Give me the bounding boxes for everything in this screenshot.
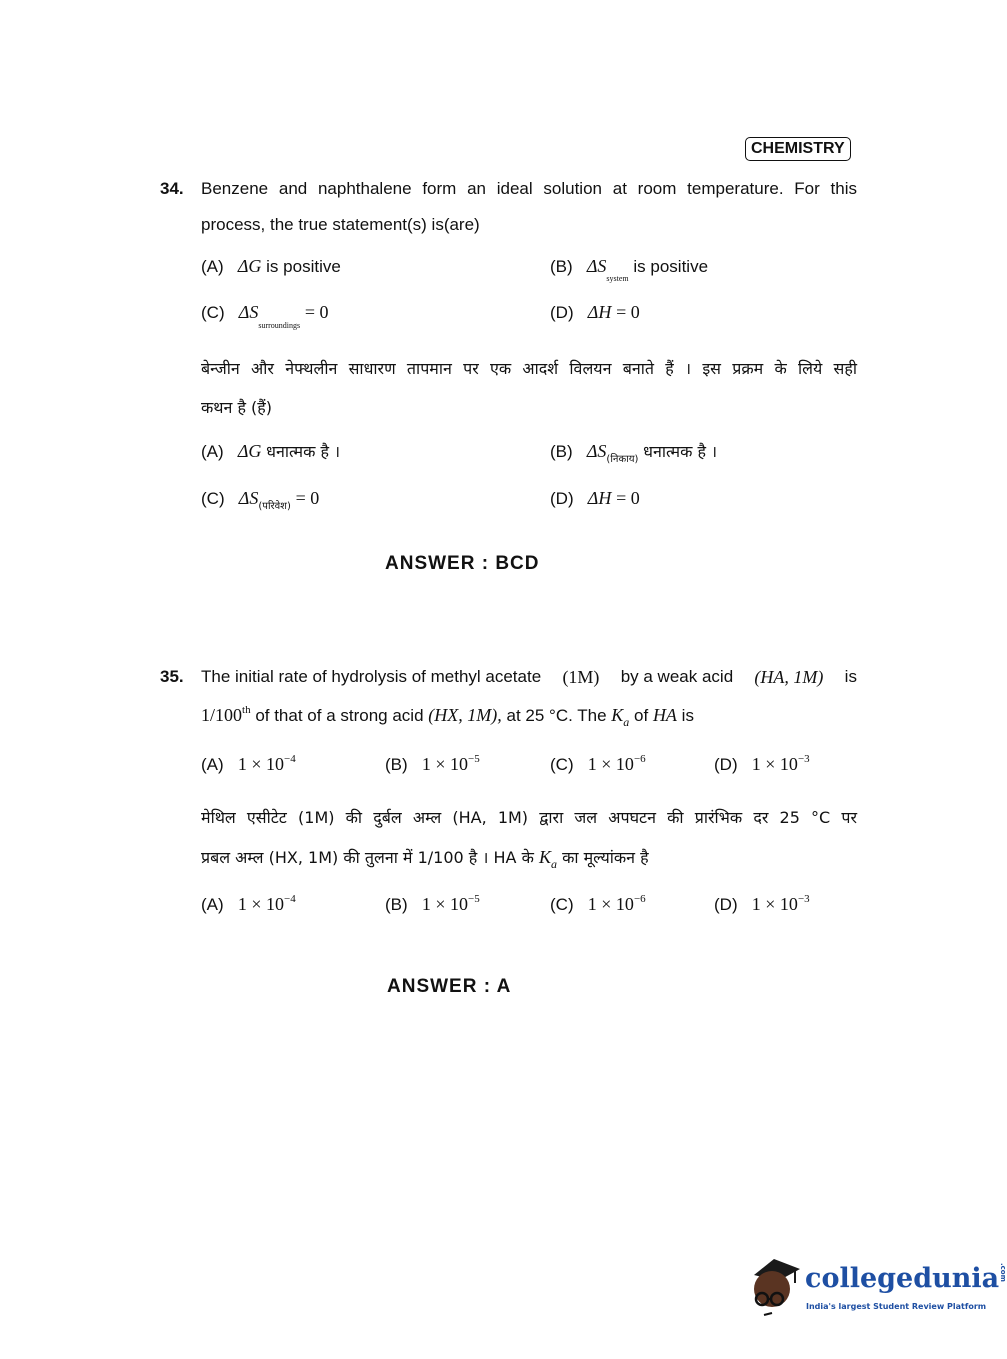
ratio: 1/100 xyxy=(201,705,243,725)
option-exponent: −3 xyxy=(797,753,810,766)
option-label: (B) xyxy=(550,442,573,461)
q35-option-d xyxy=(714,754,810,775)
q35-hindi-option-a xyxy=(201,894,296,915)
ka-symbol: K xyxy=(611,705,624,725)
question-35-hindi-line1: मेथिल एसीटेट (1M) की दुर्बल अम्ल (HA, 1M) द्वारा जल अपघटन की प्रारंभिक दर 25 °C पर xyxy=(201,808,857,827)
option-label: (A) xyxy=(201,755,224,774)
question-35-line2 xyxy=(201,704,694,729)
option-label: (B) xyxy=(550,257,573,276)
option-text: is positive xyxy=(266,257,341,276)
q35-option-a xyxy=(201,754,296,775)
line-text: at 25 °C. The xyxy=(506,706,607,725)
q34-hindi-option-d xyxy=(550,488,640,509)
option-value: 1 × 10 xyxy=(751,754,798,774)
q35-hindi-option-b xyxy=(385,894,480,915)
q35-option-c xyxy=(550,754,646,775)
delta-s-symbol: ΔS xyxy=(238,302,259,322)
line-text: of that of a strong acid xyxy=(255,706,424,725)
subscript-nikay: (निकाय) xyxy=(606,454,639,465)
option-label: (C) xyxy=(201,303,225,322)
q34-hindi-option-c xyxy=(201,488,320,512)
option-exponent: −4 xyxy=(284,893,296,906)
question-34-line2: process, the true statement(s) is(are) xyxy=(201,215,480,234)
line-text: The initial rate of hydrolysis of methyl acetate xyxy=(201,667,542,686)
option-exponent: −6 xyxy=(633,893,646,906)
strong-acid: (HX, 1M), xyxy=(428,705,502,725)
option-label: (A) xyxy=(201,257,224,276)
question-35-line1 xyxy=(201,667,857,688)
option-value: 1 × 10 xyxy=(421,754,468,774)
question-34-line1: Benzene and naphthalene form an ideal solution at room temperature. For this xyxy=(201,179,857,198)
option-value: 1 × 10 xyxy=(751,894,798,914)
question-34-number: 34. xyxy=(160,179,184,198)
option-label: (C) xyxy=(550,755,574,774)
option-exponent: −5 xyxy=(468,893,480,906)
option-text: = 0 xyxy=(616,488,640,508)
collegedunia-logo-text xyxy=(805,1263,1007,1294)
line-text: by a weak acid xyxy=(620,667,734,686)
option-text: = 0 xyxy=(304,302,329,322)
q34-answer: ANSWER : BCD xyxy=(385,553,540,574)
option-label: (C) xyxy=(550,895,574,914)
superscript-th: th xyxy=(242,704,251,717)
weak-acid: (HA, 1M) xyxy=(754,667,824,687)
option-value: 1 × 10 xyxy=(237,894,284,914)
logo-com: .com xyxy=(999,1263,1007,1282)
ka-symbol: K xyxy=(538,847,551,867)
line-text: प्रबल अम्ल (HX, 1M) की तुलना में 1/100 है । HA के xyxy=(201,848,534,867)
option-label: (B) xyxy=(385,895,408,914)
subscript-parivesh: (परिवेश) xyxy=(258,501,291,512)
option-value: 1 × 10 xyxy=(587,894,634,914)
option-label: (A) xyxy=(201,442,224,461)
option-label: (B) xyxy=(385,755,408,774)
option-exponent: −5 xyxy=(468,753,480,766)
option-text: धनात्मक है । xyxy=(266,442,341,461)
delta-g-symbol: ΔG xyxy=(237,256,262,276)
option-exponent: −6 xyxy=(633,753,646,766)
delta-h-symbol: ΔH xyxy=(587,488,612,508)
q34-option-b xyxy=(550,256,709,283)
line-text: of xyxy=(634,706,649,725)
concentration: (1M) xyxy=(562,667,600,687)
option-text: धनात्मक है । xyxy=(643,442,718,461)
subject-badge: CHEMISTRY xyxy=(745,137,851,161)
q34-hindi-option-a xyxy=(201,440,340,462)
option-label: (C) xyxy=(201,489,225,508)
q34-option-d xyxy=(550,302,640,323)
delta-s-symbol: ΔS xyxy=(238,488,259,508)
delta-h-symbol: ΔH xyxy=(587,302,612,322)
option-exponent: −3 xyxy=(797,893,810,906)
delta-s-symbol: ΔS xyxy=(586,256,607,276)
line-text: is xyxy=(681,706,694,725)
option-label: (D) xyxy=(714,755,738,774)
ha-symbol: HA xyxy=(652,705,677,725)
logo-tagline: India's largest Student Review Platform xyxy=(806,1302,987,1311)
option-value: 1 × 10 xyxy=(237,754,284,774)
option-text: = 0 xyxy=(616,302,640,322)
delta-g-symbol: ΔG xyxy=(237,441,262,461)
logo-wordmark: collegedunia xyxy=(805,1263,1000,1294)
q35-hindi-option-d xyxy=(714,894,810,915)
option-label: (D) xyxy=(714,895,738,914)
delta-s-symbol: ΔS xyxy=(586,441,607,461)
ka-subscript: a xyxy=(623,715,630,729)
subscript-surroundings: surroundings xyxy=(258,321,301,330)
q35-answer: ANSWER : A xyxy=(387,976,512,997)
option-label: (A) xyxy=(201,895,224,914)
line-text: का मूल्यांकन है xyxy=(562,848,649,867)
option-value: 1 × 10 xyxy=(587,754,634,774)
question-34-hindi-line2: कथन है (हैं) xyxy=(201,398,273,417)
option-value: 1 × 10 xyxy=(421,894,468,914)
option-label: (D) xyxy=(550,303,574,322)
q35-option-b xyxy=(385,754,480,775)
option-label: (D) xyxy=(550,489,574,508)
q34-option-a xyxy=(201,256,341,277)
option-text: is positive xyxy=(633,257,709,276)
subscript-system: system xyxy=(606,274,629,283)
question-35-hindi-line2 xyxy=(201,846,649,871)
question-35-number: 35. xyxy=(160,667,184,686)
q34-option-c xyxy=(201,302,329,330)
option-exponent: −4 xyxy=(284,753,296,766)
q34-hindi-option-b xyxy=(550,440,718,465)
question-34-hindi-line1: बेन्जीन और नेफ्थलीन साधारण तापमान पर एक आदर्श विलयन बनाते हैं । इस प्रक्रम के लिये सही xyxy=(201,359,857,378)
q35-hindi-option-c xyxy=(550,894,646,915)
line-text: is xyxy=(844,667,857,686)
option-text: = 0 xyxy=(295,488,320,508)
collegedunia-mascot-icon xyxy=(744,1253,804,1313)
ka-subscript: a xyxy=(550,857,557,871)
